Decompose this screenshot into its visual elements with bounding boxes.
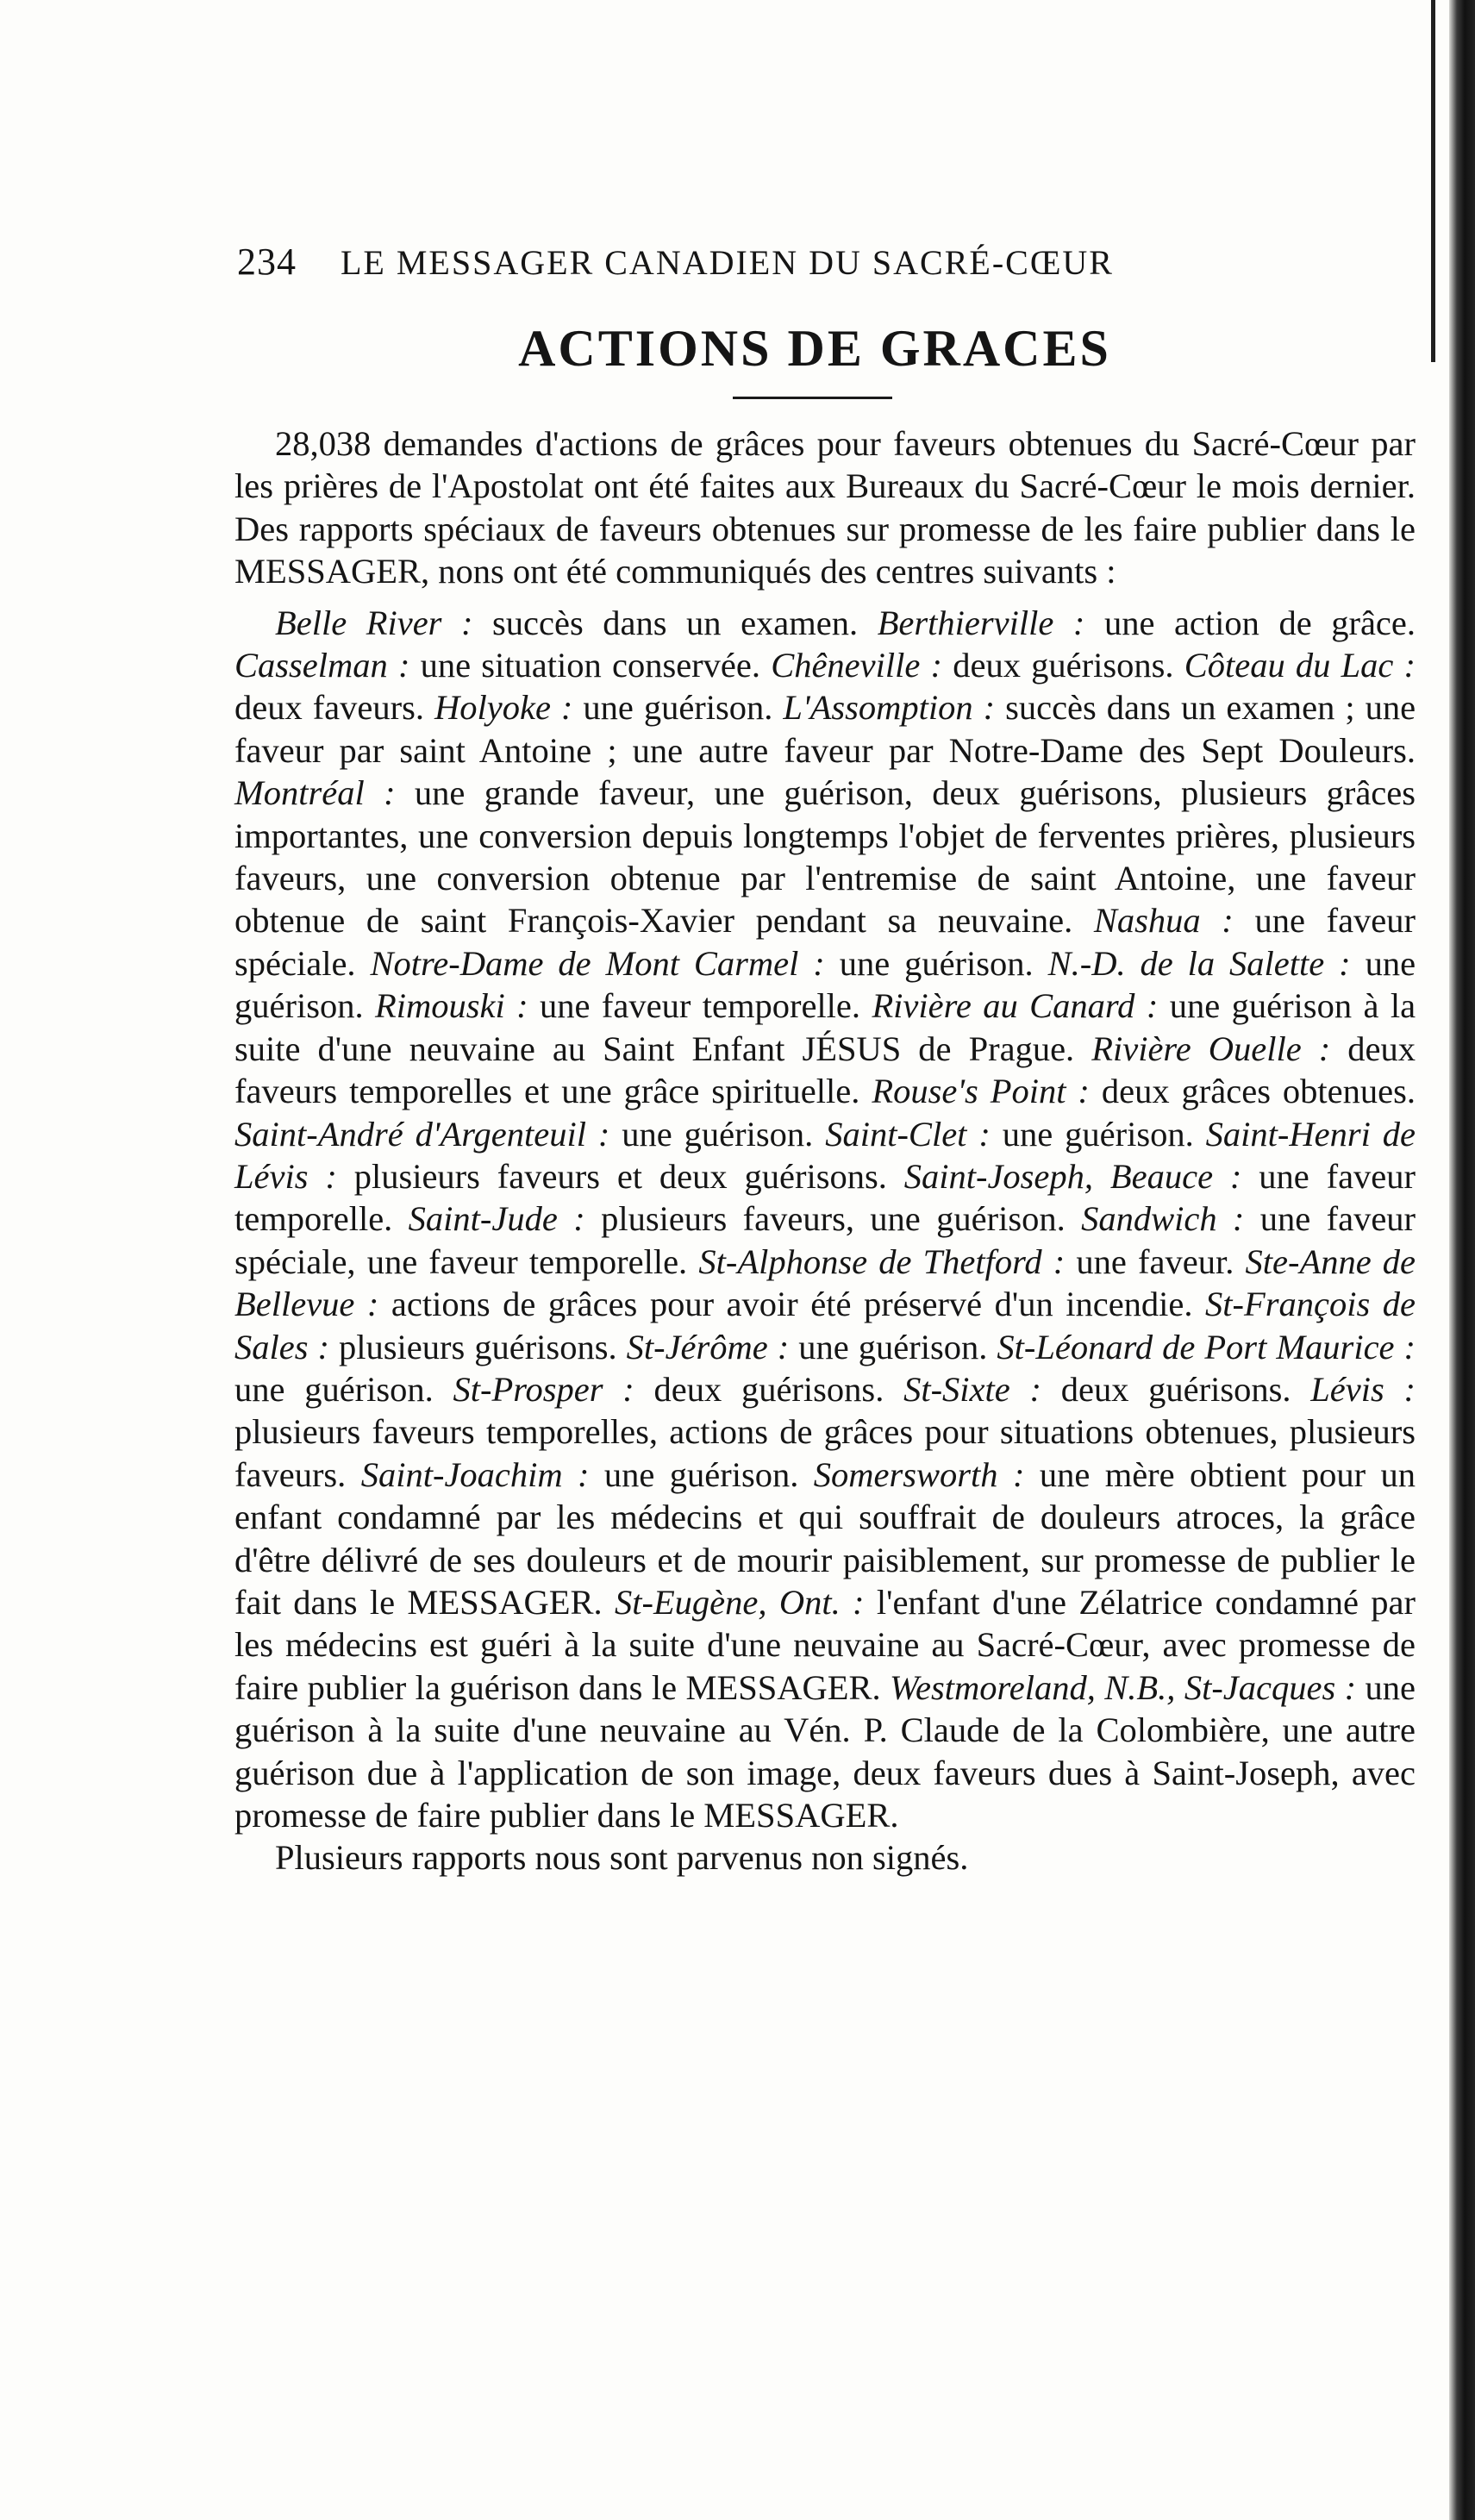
entry-place: Côteau du Lac : bbox=[1184, 646, 1416, 685]
entry-text: plusieurs faveurs, une guérison. bbox=[601, 1199, 1066, 1239]
entry-place: St-François de Sales : bbox=[234, 1285, 1416, 1366]
entry-place: Rimouski : bbox=[375, 986, 528, 1026]
entry-place: Notre-Dame de Mont Carmel : bbox=[370, 943, 825, 983]
entry-text: une guérison. bbox=[839, 943, 1034, 983]
entry-place: Nashua : bbox=[1093, 901, 1234, 941]
entry-text: deux faveurs temporelles et une grâce spirituelle. bbox=[234, 1029, 1416, 1111]
entry-place: St-Léonard de Port Maurice : bbox=[997, 1327, 1416, 1366]
entry-text: une guérison. bbox=[1002, 1114, 1194, 1154]
entry-text: une mère obtient pour un enfant condamné par les médecins et qui souffrait de douleurs atroces, la grâce d'être délivré de ses douleurs et de mourir paisiblement, sur promesse de publier le fait dans le MESSAGER. bbox=[234, 1454, 1416, 1622]
entry-text: une faveur spéciale, une faveur temporelle. bbox=[234, 1199, 1416, 1281]
entry-place: St-Jérôme : bbox=[626, 1327, 790, 1366]
page-edge-line bbox=[1431, 0, 1435, 362]
entry bbox=[370, 944, 1033, 983]
page-edge-shadow bbox=[1449, 0, 1475, 2520]
entry-place: Rivière Ouelle : bbox=[1091, 1029, 1331, 1068]
entry-text: actions de grâces pour avoir été préservé d'un incendie. bbox=[391, 1285, 1193, 1324]
intro-paragraph: 28,038 demandes d'actions de grâces pour faveurs obtenues du Sacré-Cœur par les prières de l'Apostolat ont été faites aux Bureaux du Sacré-Cœur le mois dernier. Des rapports spéciaux de faveurs obtenues sur promesse de les faire publier dans le MESSAGER, nons ont été communiqués des centres suivants : bbox=[234, 424, 1416, 591]
entry-place: Somersworth : bbox=[813, 1454, 1025, 1494]
entry-text: plusieurs faveurs temporelles, actions de grâces pour situations obtenues, plusieurs faveurs. bbox=[234, 1412, 1416, 1494]
entry-text: une guérison. bbox=[234, 1369, 434, 1409]
entry-place: Rivière au Canard : bbox=[872, 986, 1159, 1026]
entry-place: St-Prosper : bbox=[453, 1369, 634, 1409]
running-title: LE MESSAGER CANADIEN DU SACRÉ-CŒUR bbox=[341, 243, 1114, 282]
entry bbox=[872, 1072, 1416, 1110]
entry bbox=[375, 986, 860, 1025]
entry-text: une guérison. bbox=[234, 943, 1416, 1026]
entry-text: une guérison à la suite d'une neuvaine au Vén. P. Claude de la Colombière, une autre guérison due à l'application de son image, deux faveurs dues à Saint-Joseph, avec promesse de faire publier dans le MESSAGER. bbox=[234, 1667, 1416, 1835]
entry bbox=[627, 1328, 988, 1366]
entry-place: Rouse's Point : bbox=[872, 1072, 1090, 1111]
article-body bbox=[234, 422, 1416, 1879]
section-title: ACTIONS DE GRACES bbox=[518, 320, 1111, 377]
entry-place: Ste-Anne de Bellevue : bbox=[234, 1241, 1416, 1324]
entry-text: deux guérisons. bbox=[653, 1369, 884, 1409]
page-number: 234 bbox=[237, 241, 297, 283]
entry-text: une guérison. bbox=[622, 1114, 814, 1154]
entry-text: une grande faveur, une guérison, deux guérisons, plusieurs grâces importantes, une conversion depuis longtemps l'objet de ferventes prières, plusieurs faveurs, une conversion obtenue par l'entremise de saint Antoine, une faveur obtenue de saint François-Xavier pendant sa neuvaine. bbox=[234, 773, 1416, 941]
entry-text: deux guérisons. bbox=[953, 646, 1174, 685]
entry-text: une faveur temporelle. bbox=[234, 1156, 1416, 1239]
entry-place: Berthierville : bbox=[877, 603, 1085, 642]
entry-place: St-Eugène, Ont. : bbox=[614, 1582, 865, 1622]
entry-place: L'Assomption : bbox=[783, 688, 996, 728]
entry-text: plusieurs guérisons. bbox=[338, 1327, 617, 1366]
entry-place: Saint-Joachim : bbox=[360, 1454, 590, 1494]
entry-text: une guérison. bbox=[603, 1454, 799, 1494]
entry-text: l'enfant d'une Zélatrice condamné par les médecins est guéri à la suite d'une neuvaine au Sacré-Cœur, avec promesse de faire publier la guérison dans le MESSAGER. bbox=[234, 1582, 1416, 1707]
entry bbox=[361, 1455, 799, 1494]
entry-text: succès dans un examen ; une faveur par saint Antoine ; une autre faveur par Notre-Dame des Sept Douleurs. bbox=[234, 688, 1416, 770]
entry-text: une faveur. bbox=[1076, 1241, 1234, 1281]
entry-text: plusieurs faveurs et deux guérisons. bbox=[353, 1156, 887, 1196]
entry bbox=[698, 1242, 1234, 1281]
entry-text: une situation conservée. bbox=[420, 646, 760, 685]
entry-place: Lévis : bbox=[1310, 1369, 1416, 1409]
entry-place: Chêneville : bbox=[771, 646, 943, 685]
entry-text: une guérison. bbox=[798, 1327, 988, 1366]
entry-place: N.-D. de la Salette : bbox=[1047, 943, 1351, 983]
entry bbox=[434, 688, 772, 727]
entry-place: Belle River : bbox=[275, 603, 473, 642]
entry-text: une guérison à la suite d'une neuvaine au Saint Enfant JÉSUS de Prague. bbox=[234, 986, 1416, 1068]
entry-text: deux grâces obtenues. bbox=[1101, 1072, 1416, 1111]
entry bbox=[825, 1115, 1194, 1154]
entry-text: succès dans un examen. bbox=[492, 603, 859, 642]
closing-paragraph: Plusieurs rapports nous sont parvenus non signés. bbox=[275, 1838, 969, 1878]
entry-place: Saint-Joseph, Beauce : bbox=[903, 1156, 1242, 1196]
entries-paragraph bbox=[234, 602, 1416, 1837]
entry-text: deux guérisons. bbox=[1060, 1369, 1291, 1409]
entry bbox=[903, 1370, 1291, 1409]
entry-place: Saint-Henri de Lévis : bbox=[234, 1114, 1416, 1196]
entry-place: Casselman : bbox=[234, 646, 410, 685]
entry-place: St-Alphonse de Thetford : bbox=[698, 1241, 1066, 1281]
title-rule bbox=[733, 397, 892, 399]
entry-text: deux faveurs. bbox=[234, 688, 425, 728]
entry bbox=[409, 1199, 1066, 1238]
entry bbox=[234, 646, 760, 685]
running-header bbox=[237, 240, 1392, 284]
entry-text: une action de grâce. bbox=[1103, 603, 1416, 642]
entry-place: Westmoreland, N.B., St-Jacques : bbox=[890, 1667, 1357, 1707]
entry-place: Holyoke : bbox=[434, 688, 573, 728]
entry bbox=[878, 603, 1416, 642]
entry-place: Montréal : bbox=[234, 773, 396, 813]
entry-place: Sandwich : bbox=[1081, 1199, 1245, 1239]
entry bbox=[234, 1115, 813, 1154]
entry-place: St-Sixte : bbox=[903, 1369, 1041, 1409]
entry bbox=[453, 1370, 884, 1409]
entry bbox=[771, 646, 1173, 685]
entry-place: Saint-André d'Argenteuil : bbox=[234, 1114, 610, 1154]
entry bbox=[275, 603, 858, 642]
entry-place: Saint-Jude : bbox=[408, 1199, 585, 1239]
entry-text: une faveur spéciale. bbox=[234, 901, 1416, 983]
entry-text: une faveur temporelle. bbox=[540, 986, 861, 1026]
entry-text: une guérison. bbox=[583, 688, 773, 728]
entry-place: Saint-Clet : bbox=[825, 1114, 991, 1154]
